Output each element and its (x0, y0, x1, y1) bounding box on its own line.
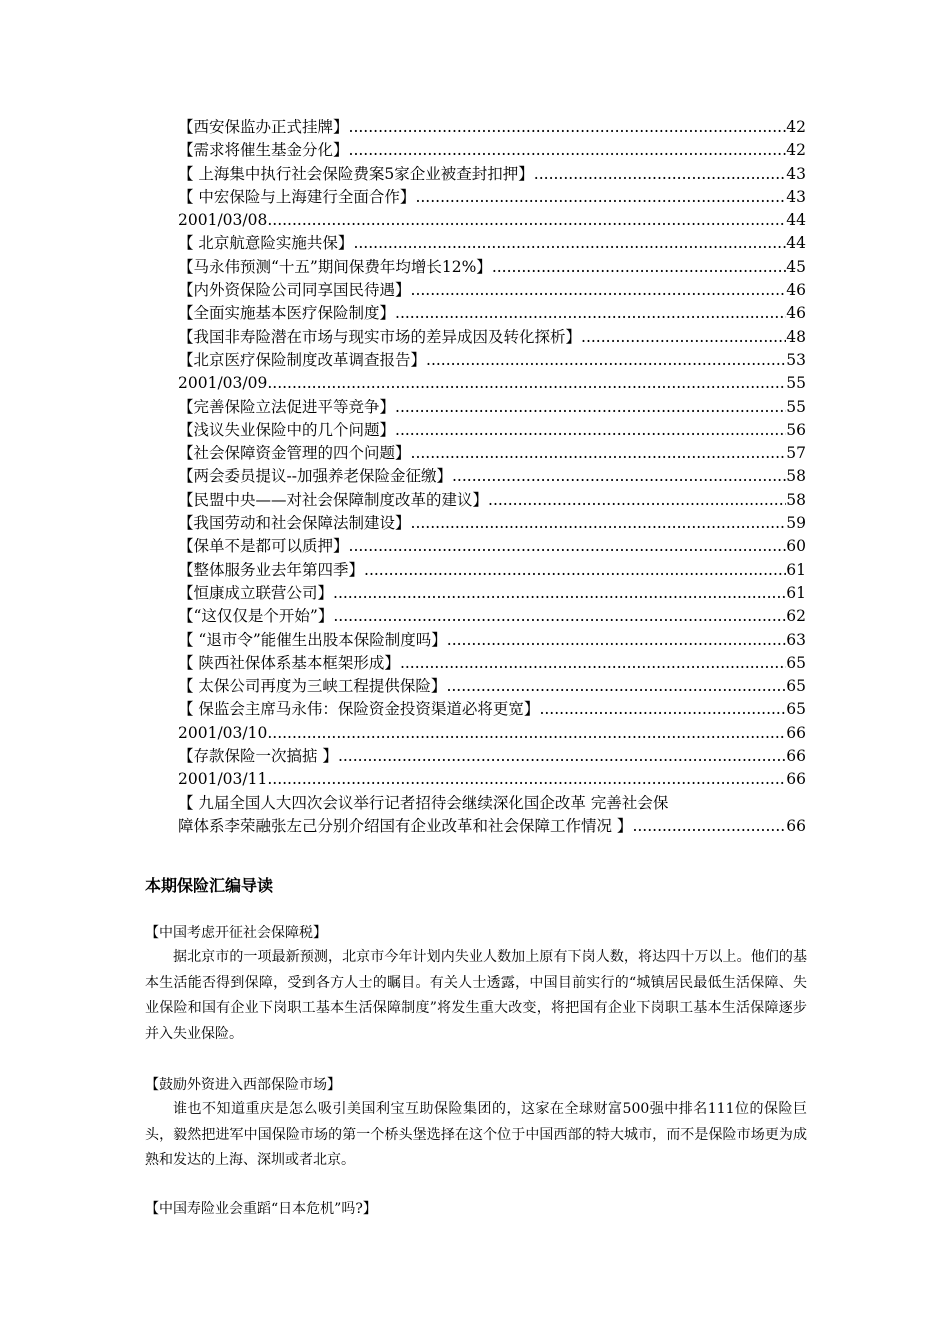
toc-page-number: 58 (786, 467, 806, 486)
toc-entry-title: 【民盟中央——对社会保障制度改革的建议】 (178, 490, 489, 509)
toc-entry-title: 【 保监会主席马永伟：保险资金投资渠道必将更宽】 (178, 700, 540, 719)
toc-page-number: 66 (786, 723, 806, 742)
toc-leader-dots (333, 582, 786, 605)
toc-leader-dots (539, 698, 786, 721)
toc-leader-dots (400, 652, 786, 675)
toc-entry-title: 【 陕西社保体系基本框架形成】 (178, 653, 400, 672)
toc-page-number: 65 (786, 677, 806, 696)
toc-leader-dots (353, 232, 786, 255)
toc-entry[interactable] (178, 582, 806, 605)
article-title: 【中国寿险业会重蹈“日本危机”吗?】 (145, 1201, 377, 1217)
toc-leader-dots (411, 512, 787, 535)
toc-entry[interactable] (178, 629, 806, 652)
toc-page-number: 48 (786, 327, 806, 346)
toc-entry-title: 【 北京航意险实施共保】 (178, 234, 354, 253)
toc-leader-dots (395, 302, 786, 325)
toc-page-number: 66 (786, 770, 806, 789)
article-3 (145, 1197, 807, 1221)
article-2 (145, 1073, 807, 1174)
toc-entry[interactable] (178, 535, 806, 558)
toc-entry-title: 【我国非寿险潜在市场与现实市场的差异成因及转化探析】 (178, 327, 582, 346)
toc-page-number: 59 (786, 514, 806, 533)
toc-entry[interactable] (178, 396, 806, 419)
toc-leader-dots (333, 605, 786, 628)
toc-page-number: 42 (786, 141, 806, 160)
toc-leader-dots (632, 815, 786, 838)
toc-page-number: 43 (786, 187, 806, 206)
toc-page-number: 45 (786, 257, 806, 276)
toc-page-number: 44 (786, 234, 806, 253)
toc-leader-dots (488, 489, 786, 512)
toc-entry[interactable] (178, 232, 806, 255)
toc-leader-dots (349, 535, 787, 558)
toc-date-entry[interactable] (178, 209, 806, 232)
toc-date-entry[interactable] (178, 722, 806, 745)
guide-heading: 本期保险汇编导读 (145, 876, 274, 895)
toc-leader-dots (492, 256, 786, 279)
toc-entry-title: 【 “退市令”能催生出股本保险制度吗】 (178, 630, 447, 649)
toc-entry-title: 【我国劳动和社会保障法制建设】 (178, 514, 411, 533)
toc-entry[interactable] (178, 302, 806, 325)
toc-page-number: 66 (786, 816, 806, 835)
toc-entry-title: 【北京医疗保险制度改革调查报告】 (178, 350, 427, 369)
toc-page-number: 60 (786, 537, 806, 556)
toc-page-number: 56 (786, 420, 806, 439)
toc-page-number: 43 (786, 164, 806, 183)
toc-entry-line2 (178, 815, 806, 838)
toc-page-number: 46 (786, 304, 806, 323)
toc-page-number: 46 (786, 281, 806, 300)
toc-date-entry[interactable] (178, 372, 806, 395)
toc-page-number: 57 (786, 444, 806, 463)
toc-entry[interactable] (178, 489, 806, 512)
toc-leader-dots (411, 279, 787, 302)
toc-entry-title: 【 中宏保险与上海建行全面合作】 (178, 187, 416, 206)
toc-leader-dots (581, 326, 786, 349)
toc-leader-dots (426, 349, 786, 372)
toc-entry-title: 【需求将催生基金分化】 (178, 141, 349, 160)
toc-entry[interactable] (178, 326, 806, 349)
toc-entry-title: 【完善保险立法促进平等竞争】 (178, 397, 396, 416)
toc-entry-title: 【“这仅仅是个开始”】 (178, 607, 334, 626)
toc-leader-dots (452, 465, 786, 488)
toc-entry-title: 2001/03/08 (178, 211, 268, 230)
article-body: 据北京市的一项最新预测，北京市今年计划内失业人数加上原有下岗人数，将达四十万以上。他们的基本生活能否得到保障，受到各方人士的瞩目。有关人士透露，中国目前实行的“城镇居民最低生活保障、失业保险和国有企业下岗职工基本生活保障制度”将发生重大改变，将把国有企业下岗职工基本生活保障逐步并入失业保险。 (145, 949, 807, 1042)
toc-entry-title: 【马永伟预测“十五”期间保费年均增长12%】 (178, 257, 492, 276)
toc-entry-title: 【 太保公司再度为三峡工程提供保险】 (178, 677, 447, 696)
article-title: 【鼓励外资进入西部保险市场】 (145, 1077, 341, 1093)
toc-page-number: 42 (786, 118, 806, 136)
toc-entry[interactable] (178, 419, 806, 442)
toc-leader-dots (267, 768, 786, 791)
toc-entry[interactable] (178, 745, 806, 768)
toc-page-number: 61 (786, 560, 806, 579)
toc-leader-dots (267, 209, 786, 232)
toc-page-number: 58 (786, 490, 806, 509)
toc-date-entry[interactable] (178, 768, 806, 791)
toc-leader-dots (364, 559, 786, 582)
toc-entry[interactable] (178, 698, 806, 721)
article-body: 谁也不知道重庆是怎么吸引美国利宝互助保险集团的，这家在全球财富500强中排名111位的保险巨头，毅然把进军中国保险市场的第一个桥头堡选择在这个位于中国西部的特大城市，而不是保险市场更为成熟和发达的上海、深圳或者北京。 (145, 1101, 807, 1168)
toc-leader-dots (446, 675, 786, 698)
toc-entry[interactable] (178, 559, 806, 582)
toc-leader-dots (411, 442, 787, 465)
article-1 (145, 921, 807, 1047)
toc-entry[interactable] (178, 279, 806, 302)
toc-entry-title: 【两会委员提议--加强养老保险金征缴】 (178, 467, 452, 486)
toc-leader-dots (267, 722, 786, 745)
toc-leader-dots (349, 139, 787, 162)
toc-entry[interactable] (178, 116, 806, 139)
toc-page-number: 66 (786, 747, 806, 766)
toc-page-number: 65 (786, 653, 806, 672)
article-title: 【中国考虑开征社会保障税】 (145, 925, 327, 941)
toc-entry[interactable] (178, 675, 806, 698)
toc-page-number: 61 (786, 583, 806, 602)
toc-entry-title: 【保单不是都可以质押】 (178, 537, 349, 556)
toc-entry-title: 【恒康成立联营公司】 (178, 583, 334, 602)
toc-page-number: 55 (786, 397, 806, 416)
toc-entry-title: 【全面实施基本医疗保险制度】 (178, 304, 396, 323)
toc-entry-title: 【西安保监办正式挂牌】 (178, 118, 349, 136)
toc-entry[interactable] (178, 139, 806, 162)
toc-page-number: 62 (786, 607, 806, 626)
toc-page-number: 65 (786, 700, 806, 719)
toc-page-number: 53 (786, 350, 806, 369)
toc-page-number: 63 (786, 630, 806, 649)
toc-entry-title: 【存款保险一次搞掂 】 (178, 747, 338, 766)
toc-entry[interactable] (178, 605, 806, 628)
toc-entry-title: 2001/03/10 (178, 723, 268, 742)
toc-entry-title: 【浅议失业保险中的几个问题】 (178, 420, 396, 439)
toc-entry-title-line1: 【 九届全国人大四次会议举行记者招待会继续深化国企改革 完善社会保 (178, 793, 669, 812)
toc-entry-title: 【内外资保险公司同享国民待遇】 (178, 281, 411, 300)
toc-entry[interactable] (178, 442, 806, 465)
toc-leader-dots (338, 745, 786, 768)
toc-entry-title: 2001/03/09 (178, 374, 268, 393)
toc-entry-title: 2001/03/11 (178, 770, 268, 789)
toc-entry-title-line2: 障体系李荣融张左己分别介绍国有企业改革和社会保障工作情况 】 (178, 816, 633, 835)
toc-entry[interactable] (178, 465, 806, 488)
toc-leader-dots (415, 186, 786, 209)
toc-entry[interactable] (178, 349, 806, 372)
toc-entry-title: 【整体服务业去年第四季】 (178, 560, 365, 579)
toc-page-number: 55 (786, 374, 806, 393)
table-of-contents (178, 116, 806, 838)
toc-leader-dots (395, 396, 786, 419)
toc-entry[interactable] (178, 512, 806, 535)
toc-leader-dots (395, 419, 786, 442)
toc-entry-title: 【社会保障资金管理的四个问题】 (178, 444, 411, 463)
toc-entry[interactable] (178, 186, 806, 209)
toc-leader-dots (534, 163, 786, 186)
toc-entry[interactable] (178, 163, 806, 186)
toc-leader-dots (267, 372, 786, 395)
toc-entry-multiline[interactable] (178, 792, 806, 839)
toc-entry[interactable] (178, 256, 806, 279)
toc-entry-title: 【 上海集中执行社会保险费案5家企业被查封扣押】 (178, 164, 534, 183)
toc-page-number: 44 (786, 211, 806, 230)
toc-leader-dots (447, 629, 786, 652)
toc-leader-dots (349, 116, 787, 139)
toc-entry[interactable] (178, 652, 806, 675)
